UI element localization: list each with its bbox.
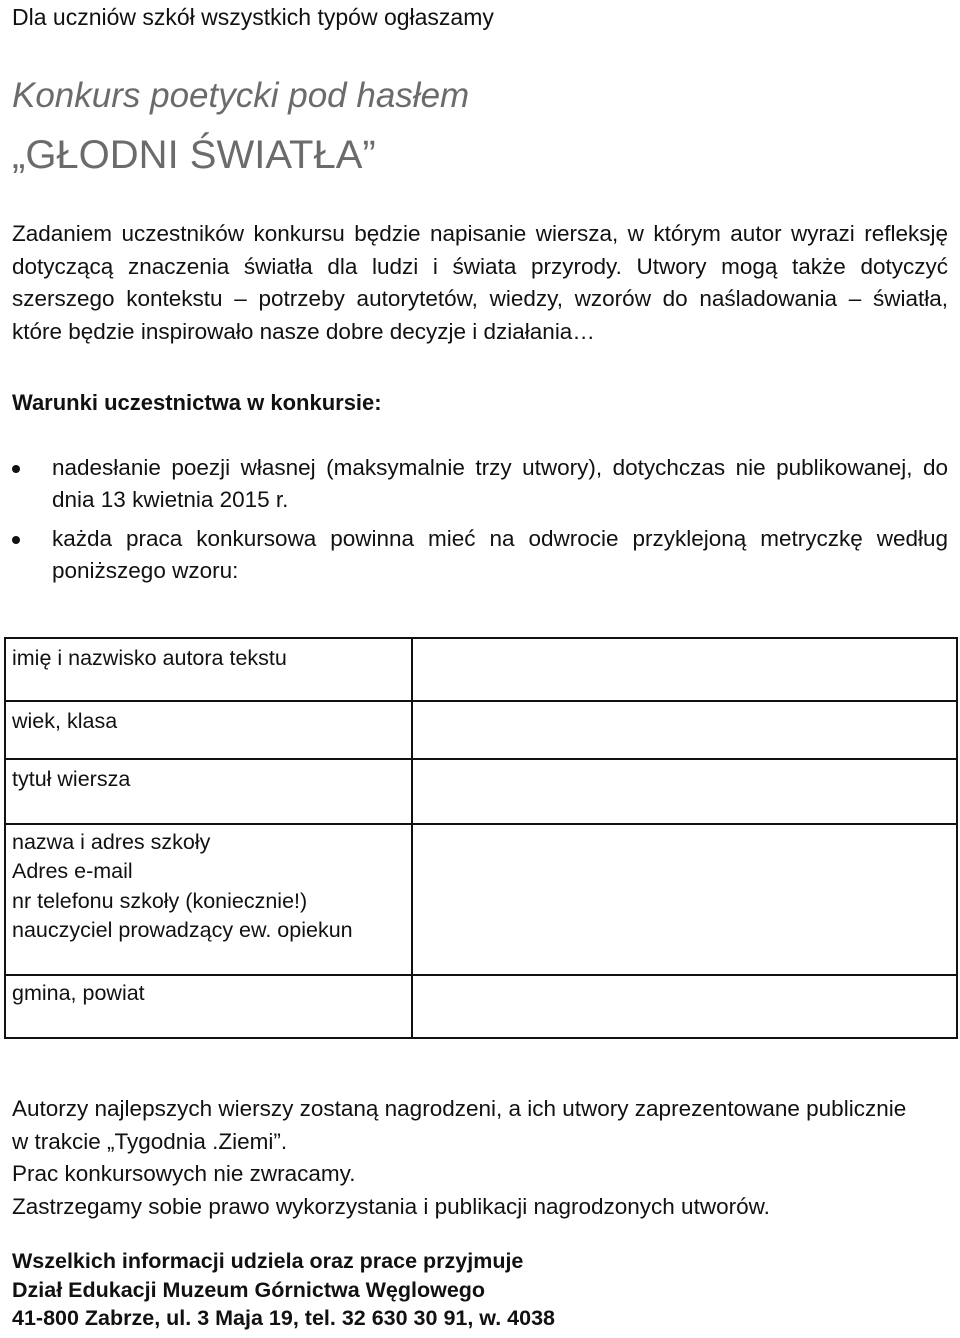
form-label-age-class: wiek, klasa: [12, 708, 118, 733]
conditions-heading: Warunki uczestnictwa w konkursie:: [12, 390, 382, 415]
contact-line: Wszelkich informacji udziela oraz prace przyjmuje: [12, 1249, 524, 1273]
form-value-cell: [412, 701, 957, 760]
form-row: [5, 638, 957, 701]
condition-item: [0, 452, 948, 516]
form-label-cell: [5, 759, 412, 824]
conditions-list: [0, 452, 948, 594]
footer-line: Prac konkursowych nie zwracamy.: [12, 1161, 356, 1186]
footer-line: Zastrzegamy sobie prawo wykorzystania i publikacji nagrodzonych utworów.: [12, 1193, 770, 1219]
form-row: [5, 824, 957, 976]
form-label-phone: nr telefonu szkoły (koniecznie!): [12, 888, 308, 913]
bullet-icon: [12, 465, 20, 473]
form-label-email: Adres e-mail: [12, 859, 133, 884]
footer-line: w trakcie „Tygodnia .Ziemi”.: [12, 1128, 288, 1154]
contest-slogan: „GŁODNI ŚWIATŁA”: [12, 133, 376, 177]
contact-info: [12, 1247, 952, 1333]
form-label-poem-title: tytuł wiersza: [12, 767, 131, 792]
form-label-cell: [5, 638, 412, 701]
contact-organization: Dział Edukacji Muzeum Górnictwa Węglowego: [12, 1277, 486, 1302]
contest-title: Konkurs poetycki pod hasłem: [12, 76, 470, 115]
form-label-teacher: nauczyciel prowadzący ew. opiekun: [12, 918, 353, 943]
footer-notes: [12, 1093, 952, 1223]
form-label-cell: [5, 975, 412, 1038]
form-row: [5, 759, 957, 824]
contact-address: 41-800 Zabrze, ul. 3 Maja 19, tel. 32 630 30 91, w. 4038: [12, 1306, 556, 1330]
bullet-icon: [12, 536, 20, 544]
form-label-cell: [5, 824, 412, 976]
form-value-cell: [412, 759, 957, 824]
form-value-cell: [412, 638, 957, 701]
form-row: [5, 975, 957, 1038]
metric-form-table: [4, 637, 958, 1039]
condition-text: nadesłanie poezji własnej (maksymalnie trzy utwory), dotychczas nie publikowanej, do dnia 13 kwietnia 2015 r.: [52, 455, 948, 512]
form-label-district: gmina, powiat: [12, 981, 145, 1006]
form-label-cell: [5, 701, 412, 760]
contest-description: Zadaniem uczestników konkursu będzie napisanie wiersza, w którym autor wyrazi refleksję dotyczącą znaczenia światła dla ludzi i świata przyrody. Utwory mogą także dotyczyć szerszego kontekstu – potrzeby autorytetów, wiedzy, wzorów do naśladowania – światła, które będzie inspirowało nasze dobre decyzje i działania…: [12, 221, 948, 344]
form-value-cell: [412, 824, 957, 976]
condition-item: [0, 523, 948, 587]
intro-text: Dla uczniów szkół wszystkich typów ogłaszamy: [12, 4, 494, 30]
footer-line: Autorzy najlepszych wierszy zostaną nagrodzeni, a ich utwory zaprezentowane publicznie: [12, 1096, 907, 1121]
form-value-cell: [412, 975, 957, 1038]
condition-text: każda praca konkursowa powinna mieć na odwrocie przyklejoną metryczkę według poniższego wzoru:: [52, 526, 948, 583]
form-row: [5, 701, 957, 760]
form-label-school: nazwa i adres szkoły: [12, 829, 211, 854]
form-label-author: imię i nazwisko autora tekstu: [12, 646, 287, 670]
